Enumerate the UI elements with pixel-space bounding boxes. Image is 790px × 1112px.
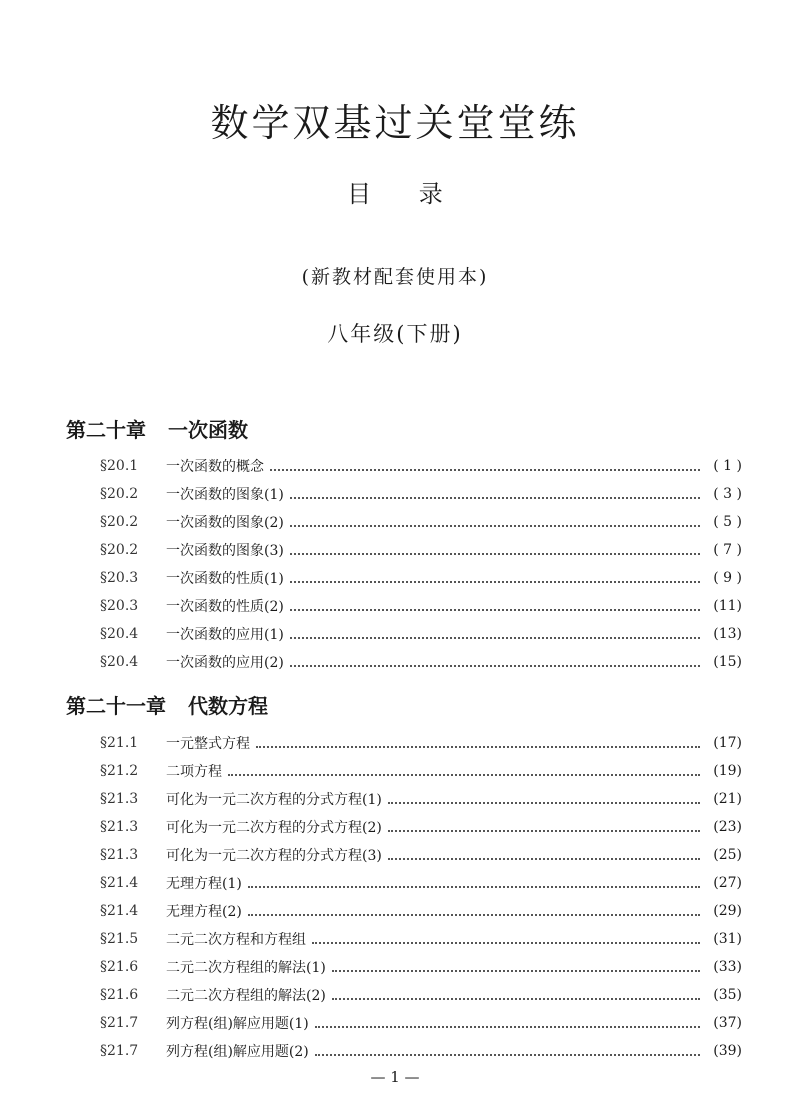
section-number: §20.3 (100, 570, 139, 586)
page-ref: ( 7 ) (713, 542, 742, 558)
page-ref: (37) (713, 1015, 742, 1031)
section-number: §20.1 (100, 458, 139, 474)
toc-entry[interactable] (100, 482, 742, 506)
page-number: — 1 — (370, 1068, 420, 1086)
page-ref: ( 3 ) (713, 486, 742, 502)
page-ref: (11) (713, 598, 742, 614)
section-number: §21.6 (100, 987, 139, 1003)
page-ref: ( 5 ) (713, 514, 742, 530)
entry-title: 一次函数的图象(2) (166, 515, 284, 531)
dot-leader (248, 885, 700, 888)
entry-title: 可化为一元二次方程的分式方程(2) (166, 820, 382, 836)
toc-entry[interactable] (100, 594, 742, 618)
section-number: §21.4 (100, 903, 139, 919)
dot-leader (290, 552, 700, 555)
entry-title: 一元整式方程 (166, 736, 250, 752)
toc-entry[interactable] (100, 622, 742, 646)
toc-entry[interactable] (100, 927, 742, 951)
chapter-heading-20[interactable] (66, 414, 248, 443)
section-number: §21.1 (100, 735, 139, 751)
chapter-number: 第二十一章 (66, 694, 166, 718)
section-number: §21.6 (100, 959, 139, 975)
toc-entry[interactable] (100, 1011, 742, 1035)
toc-entry[interactable] (100, 566, 742, 590)
dot-leader (388, 801, 700, 804)
page-ref: (27) (713, 875, 742, 891)
dot-leader (290, 580, 700, 583)
section-number: §21.7 (100, 1015, 139, 1031)
toc-entry[interactable] (100, 538, 742, 562)
toc-entry[interactable] (100, 759, 742, 783)
chapter-heading-21[interactable] (66, 690, 268, 719)
page-ref: ( 1 ) (713, 458, 742, 474)
book-title: 数学双基过关堂堂练 (210, 101, 580, 145)
page-ref: (39) (713, 1043, 742, 1059)
dot-leader (315, 1025, 700, 1028)
toc-entry[interactable] (100, 1039, 742, 1063)
entry-title: 可化为一元二次方程的分式方程(1) (166, 792, 382, 808)
entry-title: 一次函数的应用(2) (166, 655, 284, 671)
dot-leader (312, 941, 700, 944)
section-number: §20.2 (100, 514, 139, 530)
toc-heading: 目 录 (347, 180, 443, 208)
section-number: §21.4 (100, 875, 139, 891)
page-ref: (29) (713, 903, 742, 919)
entry-title: 二元二次方程和方程组 (166, 932, 306, 948)
dot-leader (248, 913, 700, 916)
dot-leader (332, 969, 700, 972)
chapter-name: 一次函数 (168, 418, 248, 442)
section-number: §20.2 (100, 542, 139, 558)
entry-title: 二元二次方程组的解法(2) (166, 988, 326, 1004)
dot-leader (315, 1053, 700, 1056)
page-ref: (31) (713, 931, 742, 947)
section-number: §21.2 (100, 763, 139, 779)
edition-subtitle: (新教材配套使用本) (301, 266, 489, 288)
toc-entry[interactable] (100, 871, 742, 895)
page-ref: (19) (713, 763, 742, 779)
entry-title: 可化为一元二次方程的分式方程(3) (166, 848, 382, 864)
entry-title: 无理方程(2) (166, 904, 242, 920)
section-number: §21.3 (100, 819, 139, 835)
entry-title: 二项方程 (166, 764, 222, 780)
chapter-number: 第二十章 (66, 418, 146, 442)
toc-entry[interactable] (100, 787, 742, 811)
entry-title: 列方程(组)解应用题(2) (166, 1044, 309, 1060)
section-number: §21.5 (100, 931, 139, 947)
entry-title: 二元二次方程组的解法(1) (166, 960, 326, 976)
dot-leader (270, 468, 700, 471)
dot-leader (388, 829, 700, 832)
page-ref: (17) (713, 735, 742, 751)
entry-title: 一次函数的图象(1) (166, 487, 284, 503)
dot-leader (256, 745, 700, 748)
section-number: §20.3 (100, 598, 139, 614)
toc-entry[interactable] (100, 983, 742, 1007)
toc-entry[interactable] (100, 454, 742, 478)
section-number: §21.7 (100, 1043, 139, 1059)
page-ref: (13) (713, 626, 742, 642)
entry-title: 一次函数的性质(2) (166, 599, 284, 615)
toc-entry[interactable] (100, 731, 742, 755)
dot-leader (388, 857, 700, 860)
dot-leader (332, 997, 700, 1000)
toc-entry[interactable] (100, 510, 742, 534)
entry-title: 一次函数的图象(3) (166, 543, 284, 559)
toc-entry[interactable] (100, 843, 742, 867)
page-ref: (35) (713, 987, 742, 1003)
entry-title: 无理方程(1) (166, 876, 242, 892)
dot-leader (290, 524, 700, 527)
page-ref: (33) (713, 959, 742, 975)
entry-title: 一次函数的概念 (166, 459, 264, 475)
dot-leader (290, 664, 700, 667)
page-ref: ( 9 ) (713, 570, 742, 586)
dot-leader (290, 608, 700, 611)
section-number: §20.2 (100, 486, 139, 502)
section-number: §21.3 (100, 847, 139, 863)
entry-title: 列方程(组)解应用题(1) (166, 1016, 309, 1032)
page-ref: (15) (713, 654, 742, 670)
section-number: §20.4 (100, 626, 139, 642)
toc-entry[interactable] (100, 650, 742, 674)
dot-leader (290, 496, 700, 499)
entry-title: 一次函数的性质(1) (166, 571, 284, 587)
chapter-name: 代数方程 (188, 694, 268, 718)
section-number: §20.4 (100, 654, 139, 670)
entry-title: 一次函数的应用(1) (166, 627, 284, 643)
toc-entry[interactable] (100, 955, 742, 979)
toc-entry[interactable] (100, 815, 742, 839)
dot-leader (228, 773, 700, 776)
page-ref: (25) (713, 847, 742, 863)
dot-leader (290, 636, 700, 639)
section-number: §21.3 (100, 791, 139, 807)
toc-entry[interactable] (100, 899, 742, 923)
grade-label: 八年级(下册) (327, 322, 463, 346)
page-ref: (23) (713, 819, 742, 835)
page-ref: (21) (713, 791, 742, 807)
